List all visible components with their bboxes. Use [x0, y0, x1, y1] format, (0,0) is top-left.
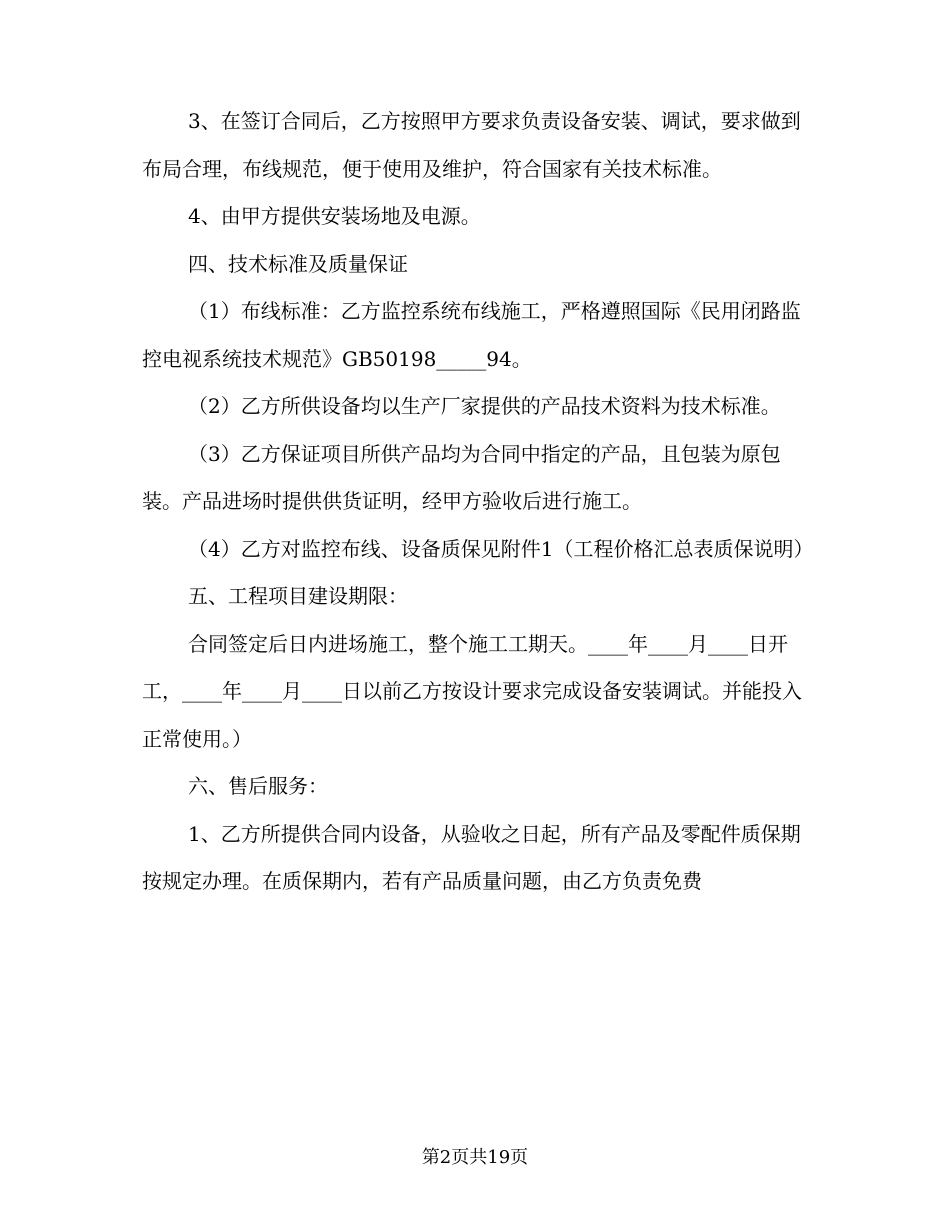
- paragraph-site-power: 4、由甲方提供安装场地及电源。: [188, 204, 481, 228]
- section-heading-tech-standards: 四、技术标准及质量保证: [188, 251, 408, 276]
- paragraph-schedule-dates: 合同签定后日内进场施工，整个施工工期天。____年____月____日开工，____年____月____日以前乙方按设计要求完成设备安装调试。并能投入正常使用。）: [142, 631, 802, 751]
- paragraph-warranty-period: 1、乙方所提供合同内设备，从验收之日起，所有产品及零配件质保期按规定办理。在质保期内，若有产品质量问题，由乙方负责免费: [142, 821, 801, 893]
- page-number-footer: 第2页共19页: [421, 1147, 529, 1168]
- paragraph-wiring-standard: （1）布线标准：乙方监控系统布线施工，严格遵照国际《民用闭路监控电视系统技术规范》GB50198_____94。: [142, 299, 801, 371]
- section-heading-schedule: 五、工程项目建设期限：: [188, 584, 408, 608]
- section-heading-after-sales: 六、售后服务：: [188, 774, 328, 798]
- paragraph-equipment-standard: （2）乙方所供设备均以生产厂家提供的产品技术资料为技术标准。: [188, 394, 781, 418]
- paragraph-install-debug: 3、在签订合同后，乙方按照甲方要求负责设备安装、调试，要求做到布局合理，布线规范，便于使用及维护，符合国家有关技术标准。: [142, 109, 801, 181]
- paragraph-warranty-attachment: （4）乙方对监控布线、设备质保见附件1（工程价格汇总表质保说明）: [188, 536, 814, 561]
- document-body: [142, 98, 812, 906]
- paragraph-original-packaging: （3）乙方保证项目所供产品均为合同中指定的产品，且包装为原包装。产品进场时提供供货证明，经甲方验收后进行施工。: [142, 441, 781, 513]
